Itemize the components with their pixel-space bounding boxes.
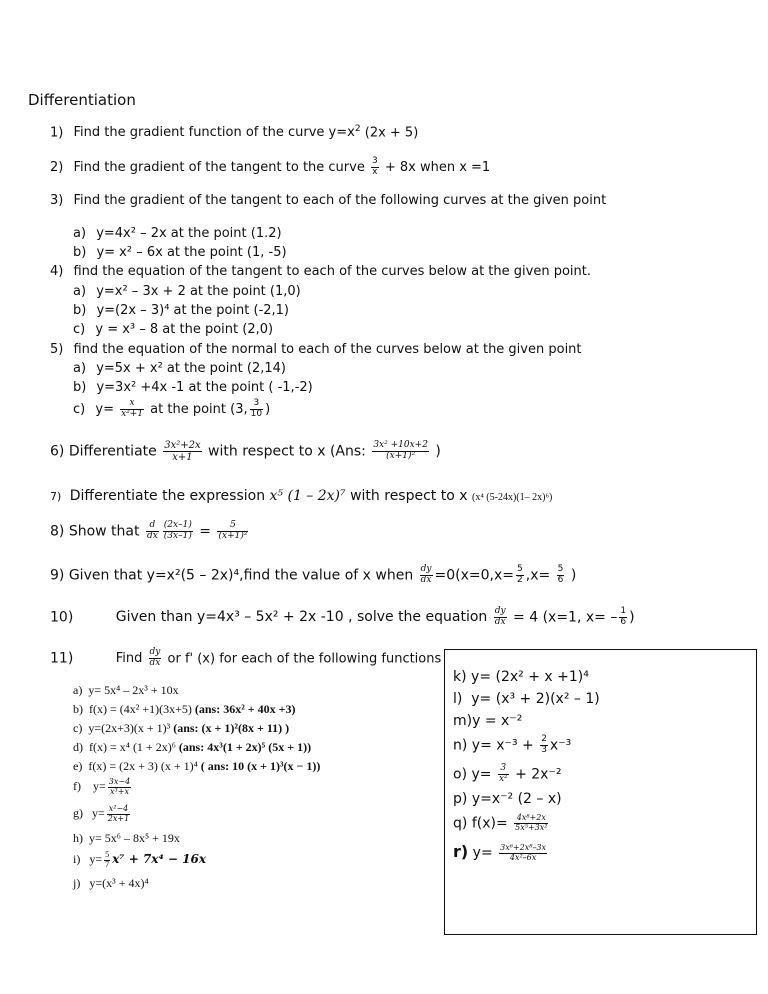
list-item: b) f(x) = (4x² +1)(3x+5) (ans: 36x² + 40x +3) (73, 702, 296, 716)
fraction: $\frac{3}{x}$ (371, 156, 378, 177)
fraction: $\frac{d}{dx}$ (146, 520, 158, 541)
question-number: 5) (50, 342, 64, 357)
fraction: $\frac{dy}{dx}$ (149, 647, 161, 668)
question-4 (50, 264, 591, 279)
question-text: find the equation of the normal to each of the curves below at the given point (73, 342, 582, 357)
question-2 (50, 157, 490, 178)
sub-item: b) y=(2x – 3)⁴ at the point (-2,1) (73, 303, 289, 318)
fraction: $\frac{1}{6}$ (620, 606, 627, 627)
fraction: $\frac{(2x-1)}{(3x-1)}$ (163, 520, 192, 541)
fraction: $\frac{\text{3x² +10x+2}}{\text{(x+1)²}}$ (373, 440, 428, 461)
fraction: $\frac{3}{\text{x²}}$ (498, 763, 508, 784)
question-text: Find the gradient of the tangent to each of the following curves at the given point (73, 193, 607, 208)
list-item: h) y= 5x⁶ – 8x⁵ + 19x (73, 831, 180, 845)
question-number: 3) (50, 193, 64, 208)
list-item: m)y = x⁻² (453, 713, 523, 729)
list-item: o) y= $\frac{3}{\text{x²}}$ + 2x⁻² (453, 763, 562, 784)
sub-item: a) y=4x² – 2x at the point (1.2) (73, 226, 282, 241)
sub-item: a) y=x² – 3x + 2 at the point (1,0) (73, 284, 301, 299)
question-3 (50, 193, 606, 208)
list-item: d) f(x) = x⁴ (1 + 2x)⁶ (ans: 4x³(1 + 2x)⁵ (5x + 1)) (73, 740, 312, 754)
question-6: 6) Differentiate $\frac{\text{3x²+2x}}{x+1}$ with respect to x (Ans: $\frac{\text{3x² +10x+2}}{\text{(x+1)²}}$ ) (50, 440, 441, 463)
question-9: 9) Given that y=x²(5 – 2x)⁴,find the value of x when $\frac{dy}{dx}$ =0(x=0,x= $\frac{5}{2}$ ,x= $\frac{5}{6}$ ) (50, 564, 577, 585)
sub-item: a) y=5x + x² at the point (2,14) (73, 361, 286, 376)
list-item: k) y= (2x² + x +1)⁴ (453, 669, 589, 685)
fraction: $\frac{x}{\text{x²+1}}$ (121, 398, 144, 419)
question-text: Find the gradient function of the curve y=x (73, 125, 355, 141)
fraction: $\frac{3x-4}{\text{x³+x}}$ (108, 777, 131, 796)
list-item: j) y=(x³ + 4x)⁴ (73, 876, 149, 890)
fraction: $\frac{5}{2}$ (517, 564, 523, 585)
list-item: c) y=(2x+3)(x + 1)³ (ans: (x + 1)²(8x + 11) ) (73, 721, 290, 735)
sub-item: c) y= $\frac{x}{\text{x²+1}}$ at the point (3, $\frac{3}{10}$ ) (73, 398, 271, 419)
list-item: r) y= $\frac{\text{3x⁶+2x⁸–3x}}{\text{4x²–6x}}$ (453, 842, 547, 862)
question-number: 7) (50, 490, 62, 503)
question-11: 11) Find $\frac{dy}{dx}$ or f' (x) for each of the following functions (50, 647, 442, 668)
list-item: p) y=x⁻² (2 – x) (453, 791, 562, 807)
page-title: Differentiation (28, 91, 136, 109)
sub-item: c) y = x³ – 8 at the point (2,0) (73, 322, 274, 337)
list-item: n) y= x⁻³ + $\frac{2}{3}$ x⁻³ (453, 734, 572, 755)
sub-item: b) y= x² – 6x at the point (1, -5) (73, 245, 287, 260)
fraction: $\frac{\text{x²−4}}{2x+1}$ (107, 804, 130, 823)
fraction: $\frac{5}{7}$ (105, 850, 110, 869)
question-5 (50, 342, 582, 357)
question-8: 8) Show that $\frac{d}{dx}$ $\frac{(2x-1)}{(3x-1)}$ = $\frac{5}{\text{(x+1)²}}$ (50, 520, 248, 541)
question-text: + 8x when x =1 (380, 159, 491, 175)
question-number: 10) (50, 609, 74, 626)
question-number: 1) (50, 125, 64, 141)
question-number: 2) (50, 159, 64, 175)
question-number: 4) (50, 264, 64, 279)
list-item: f) y= $\frac{3x-4}{\text{x³+x}}$ (73, 777, 131, 796)
list-item: a) y= 5x⁴ – 2x³ + 10x (73, 683, 179, 697)
question-7: 7) Differentiate the expression x⁵ (1 – 2x)⁷ with respect to x (x⁴ (5-24x)(1– 2x)⁶) (50, 488, 553, 504)
fraction: $\frac{dy}{dx}$ (420, 564, 432, 585)
answer: (x⁴ (5-24x)(1– 2x)⁶) (471, 492, 553, 503)
question-number: 9) (50, 567, 65, 584)
fraction: $\frac{5}{\text{(x+1)²}}$ (218, 520, 248, 541)
question-text: Find the gradient of the tangent to the curve (73, 159, 369, 175)
fraction: $\frac{\text{3x⁶+2x⁸–3x}}{\text{4x²–6x}}$ (500, 842, 547, 862)
question-number: 11) (50, 650, 74, 667)
question-text: (2x + 5) (360, 125, 419, 141)
question-number: 8) (50, 523, 65, 540)
list-item: l) y= (x³ + 2)(x² – 1) (453, 691, 600, 707)
list-item: i) y= $\frac{5}{7}$ x⁷ + 7x⁴ − 16x (73, 850, 206, 869)
exponent: 2 (354, 124, 361, 134)
question-text: find the equation of the tangent to each of the curves below at the given point. (73, 264, 591, 279)
fraction: $\frac{\text{4x⁸+2x}}{\text{5x⁵+3x²}}$ (515, 813, 548, 832)
fraction: $\frac{5}{6}$ (557, 564, 564, 585)
question-number: 6) (50, 443, 65, 460)
sub-item: b) y=3x² +4x -1 at the point ( -1,-2) (73, 380, 313, 395)
list-item: g) y= $\frac{\text{x²−4}}{2x+1}$ (73, 804, 130, 823)
fraction: $\frac{\text{3x²+2x}}{x+1}$ (164, 440, 201, 463)
question-1 (50, 124, 418, 140)
list-item: q) f(x)= $\frac{\text{4x⁸+2x}}{\text{5x⁵+3x²}}$ (453, 813, 548, 832)
math-expression: x⁵ (1 – 2x)⁷ (269, 488, 346, 504)
list-item: e) f(x) = (2x + 3) (x + 1)⁴ ( ans: 10 (x + 1)³(x − 1)) (73, 759, 321, 773)
fraction: $\frac{dy}{dx}$ (494, 606, 506, 627)
fraction: $\frac{3}{10}$ (250, 398, 263, 419)
fraction: $\frac{2}{3}$ (541, 734, 547, 755)
question-10: 10) Given than y=4x³ – 5x² + 2x -10 , solve the equation $\frac{dy}{dx}$ = 4 (x=1, x= – $\frac{1}{6}$ ) (50, 606, 635, 627)
